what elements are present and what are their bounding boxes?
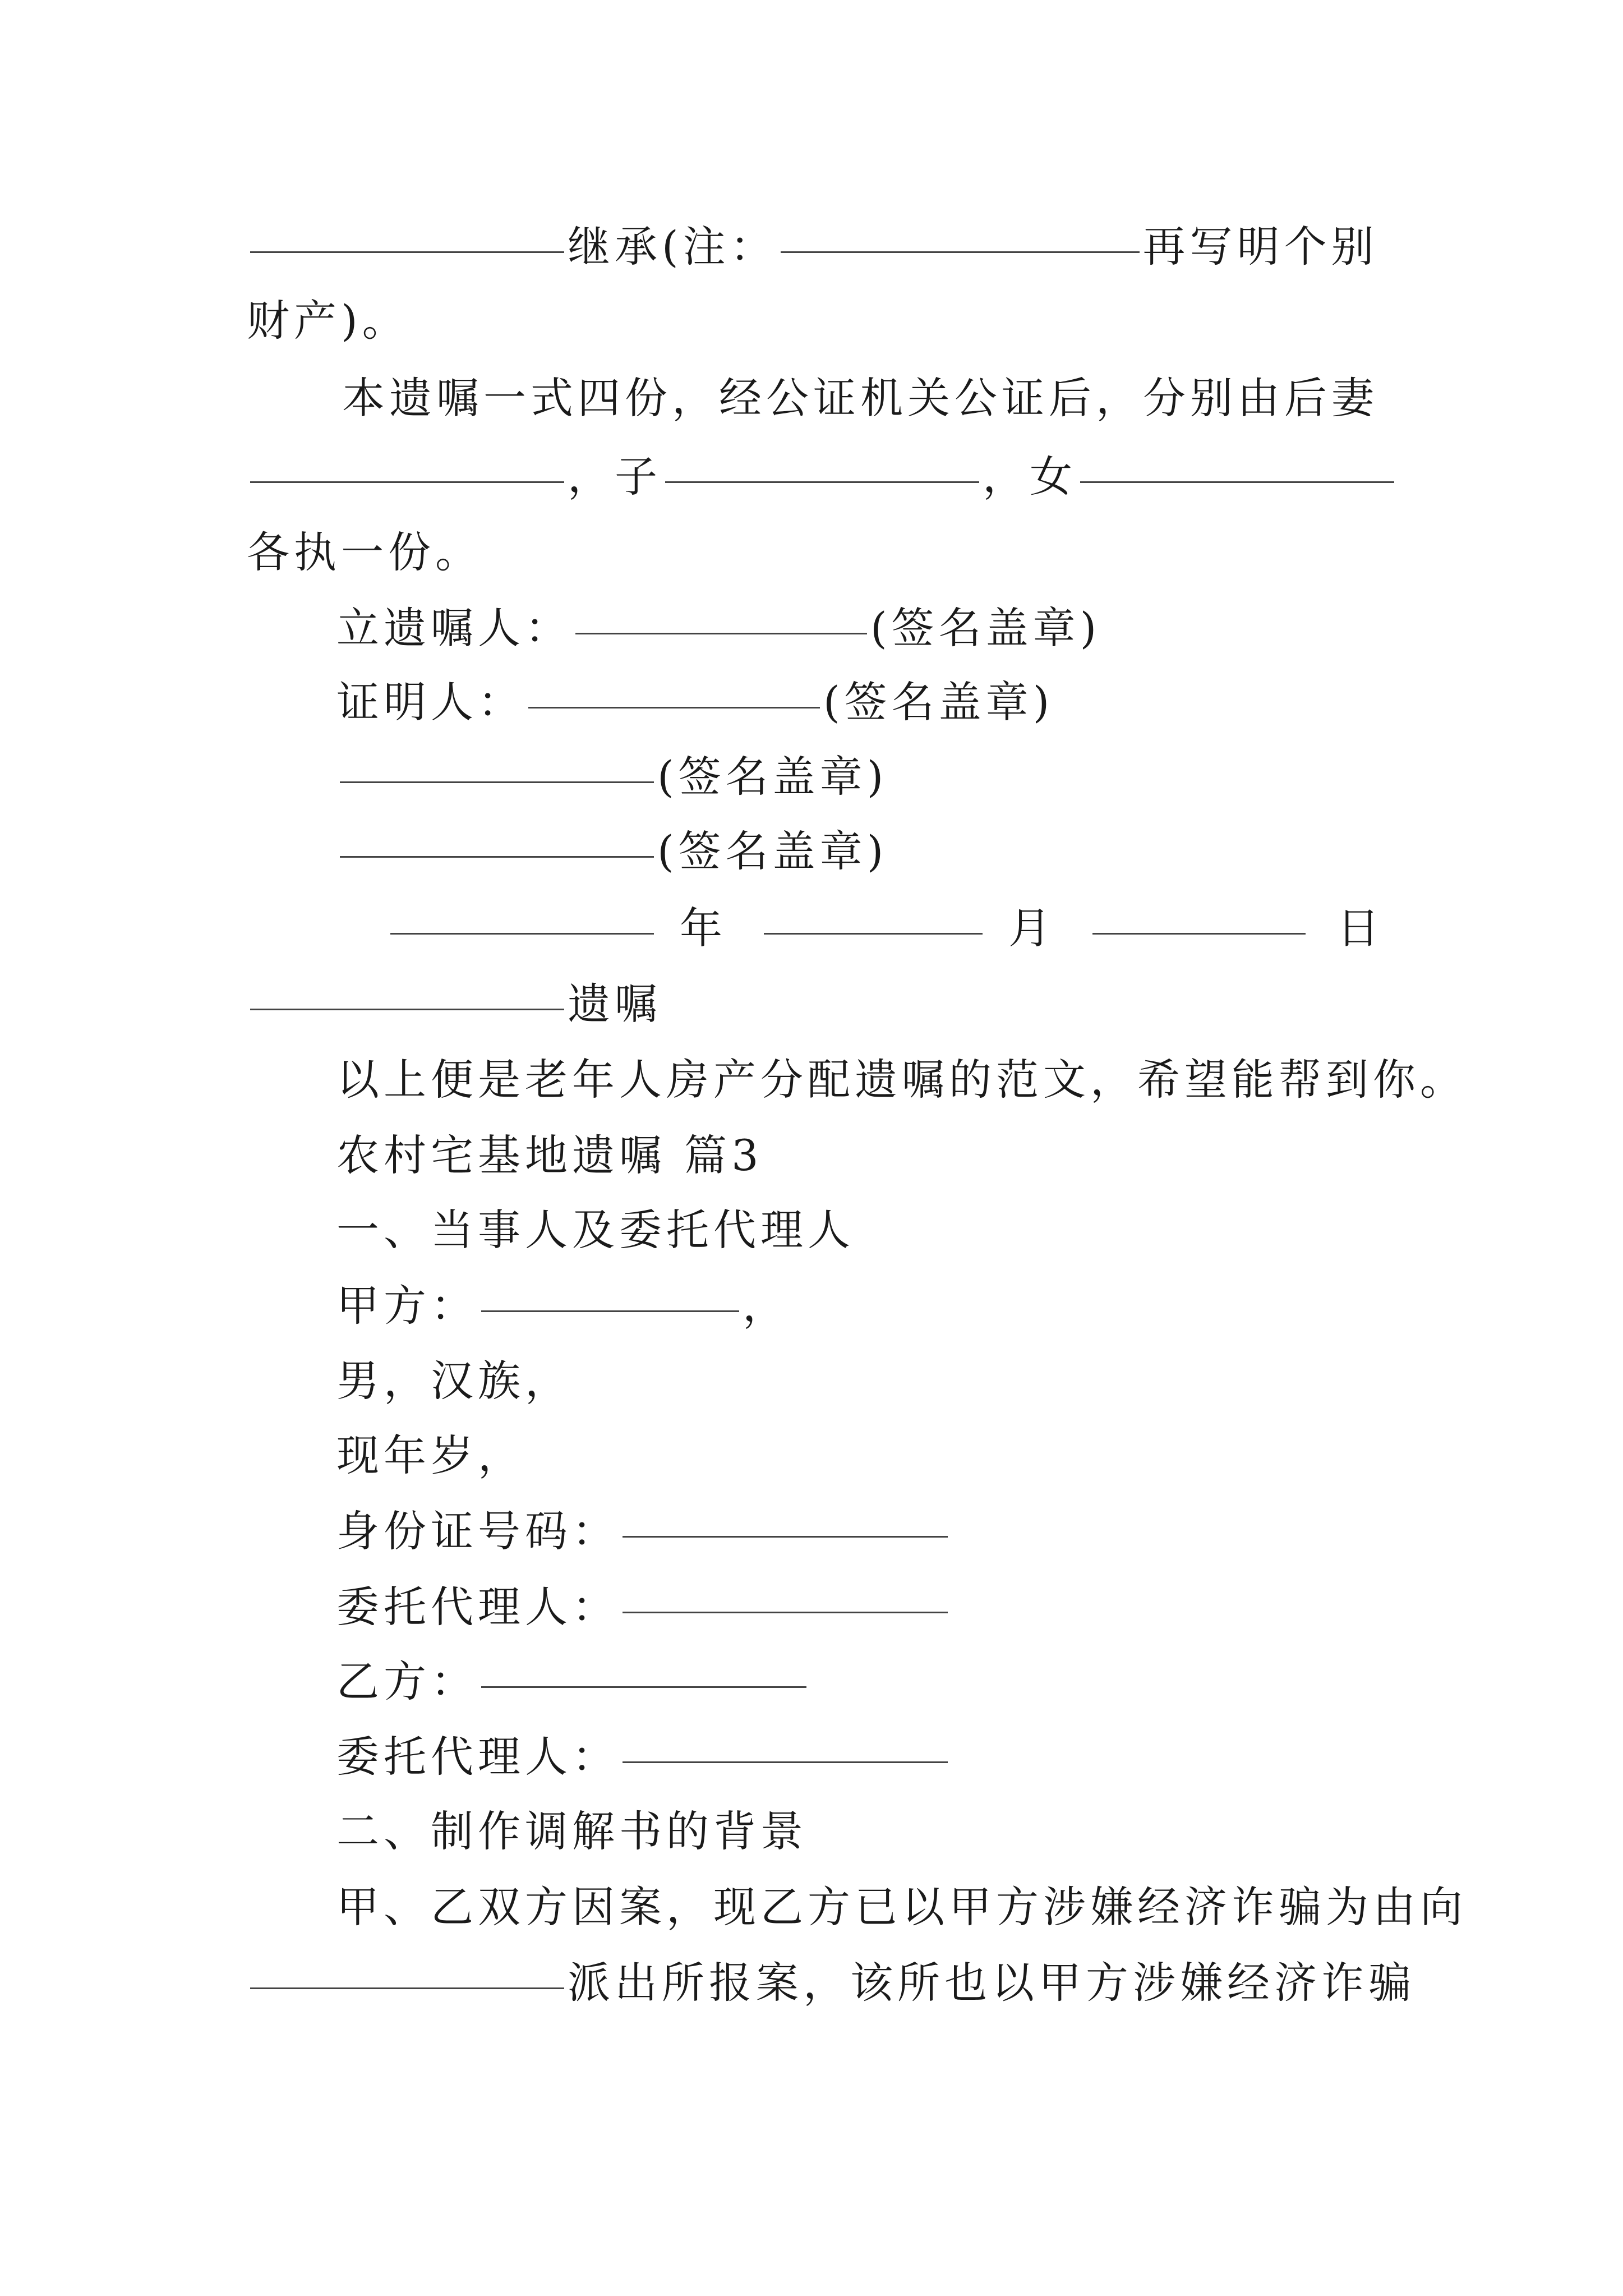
doc-line-9 — [336, 823, 888, 880]
doc-text: (签名盖章) — [870, 603, 1101, 653]
day-blank — [1092, 930, 1306, 935]
field-label: 委托代理人： — [336, 1582, 619, 1632]
blank-line — [250, 1005, 564, 1010]
doc-line-7 — [336, 674, 1054, 730]
agent-blank — [623, 1608, 948, 1613]
doc-text: 再写明个别 — [1142, 222, 1378, 272]
blank-line — [250, 248, 564, 253]
doc-line-3 — [342, 370, 1378, 426]
doc-text: (签名盖章) — [657, 752, 888, 802]
agent-blank — [623, 1758, 948, 1763]
signature-blank — [575, 629, 867, 634]
doc-line-18 — [336, 1503, 951, 1559]
doc-text: 财产)。 — [247, 296, 409, 346]
doc-text: 继承(注： — [568, 222, 777, 272]
party-a-blank — [481, 1307, 739, 1312]
doc-line-1 — [247, 219, 1378, 275]
doc-line-24 — [247, 1955, 1415, 2011]
date-line — [387, 900, 1384, 956]
doc-line-6 — [336, 600, 1101, 656]
doc-text: 男，汉族， — [336, 1356, 572, 1406]
doc-line-23 — [336, 1879, 1467, 1935]
doc-line-20 — [336, 1654, 810, 1710]
doc-text: 遗嘱 — [568, 979, 662, 1029]
doc-line-22 — [336, 1803, 808, 1860]
doc-line-5 — [247, 524, 482, 581]
field-label: 身份证号码： — [336, 1506, 619, 1556]
field-label: 证明人： — [336, 677, 525, 727]
doc-text: 甲、乙双方因案，现乙方已以甲方涉嫌经济诈骗为由向 — [336, 1882, 1467, 1932]
field-label: 委托代理人： — [336, 1732, 619, 1782]
doc-text: ，子 — [568, 452, 662, 501]
doc-text: 派出所报案，该所也以甲方涉嫌经济诈骗 — [568, 1958, 1415, 2008]
doc-line-11 — [247, 976, 662, 1032]
date-month-label: 月 — [1008, 903, 1055, 953]
section-heading — [336, 1128, 763, 1184]
doc-text: 现年岁， — [336, 1430, 525, 1480]
doc-line-19 — [336, 1579, 951, 1635]
doc-text: ，女 — [983, 452, 1077, 501]
date-day-label: 日 — [1337, 903, 1384, 953]
doc-text: 一、当事人及委托代理人 — [336, 1205, 855, 1255]
doc-line-2 — [247, 293, 409, 349]
doc-line-16 — [336, 1353, 572, 1409]
signature-blank — [528, 703, 820, 708]
id-number-blank — [623, 1533, 948, 1538]
doc-line-17 — [336, 1428, 525, 1484]
doc-text: 本遗嘱一式四份，经公证机关公证后，分别由后妻 — [342, 373, 1378, 423]
blank-line — [250, 1984, 564, 1989]
party-b-blank — [481, 1683, 806, 1688]
doc-line-12 — [336, 1052, 1467, 1108]
signature-blank — [340, 778, 654, 783]
signature-blank — [340, 853, 654, 858]
doc-line-15 — [336, 1278, 790, 1334]
doc-text: 以上便是老年人房产分配遗嘱的范文，希望能帮到你。 — [336, 1055, 1467, 1105]
doc-line-8 — [336, 749, 888, 805]
doc-text: 农村宅基地遗嘱 篇3 — [336, 1130, 763, 1180]
blank-line — [781, 248, 1140, 253]
blank-line — [250, 478, 564, 483]
month-blank — [764, 930, 983, 935]
field-label: 甲方： — [336, 1281, 478, 1331]
doc-line-14 — [336, 1202, 855, 1258]
doc-text: (签名盖章) — [657, 826, 888, 876]
doc-text: ， — [743, 1281, 790, 1331]
date-year-label: 年 — [680, 903, 727, 953]
field-label: 立遗嘱人： — [336, 603, 572, 653]
doc-text: 二、制作调解书的背景 — [336, 1806, 808, 1856]
doc-line-4 — [247, 449, 1398, 505]
year-blank — [390, 930, 654, 935]
blank-line — [1080, 478, 1394, 483]
blank-line — [665, 478, 979, 483]
doc-text: 各执一份。 — [247, 527, 482, 577]
field-label: 乙方： — [336, 1657, 478, 1706]
doc-text: (签名盖章) — [823, 677, 1054, 727]
doc-line-21 — [336, 1729, 951, 1785]
